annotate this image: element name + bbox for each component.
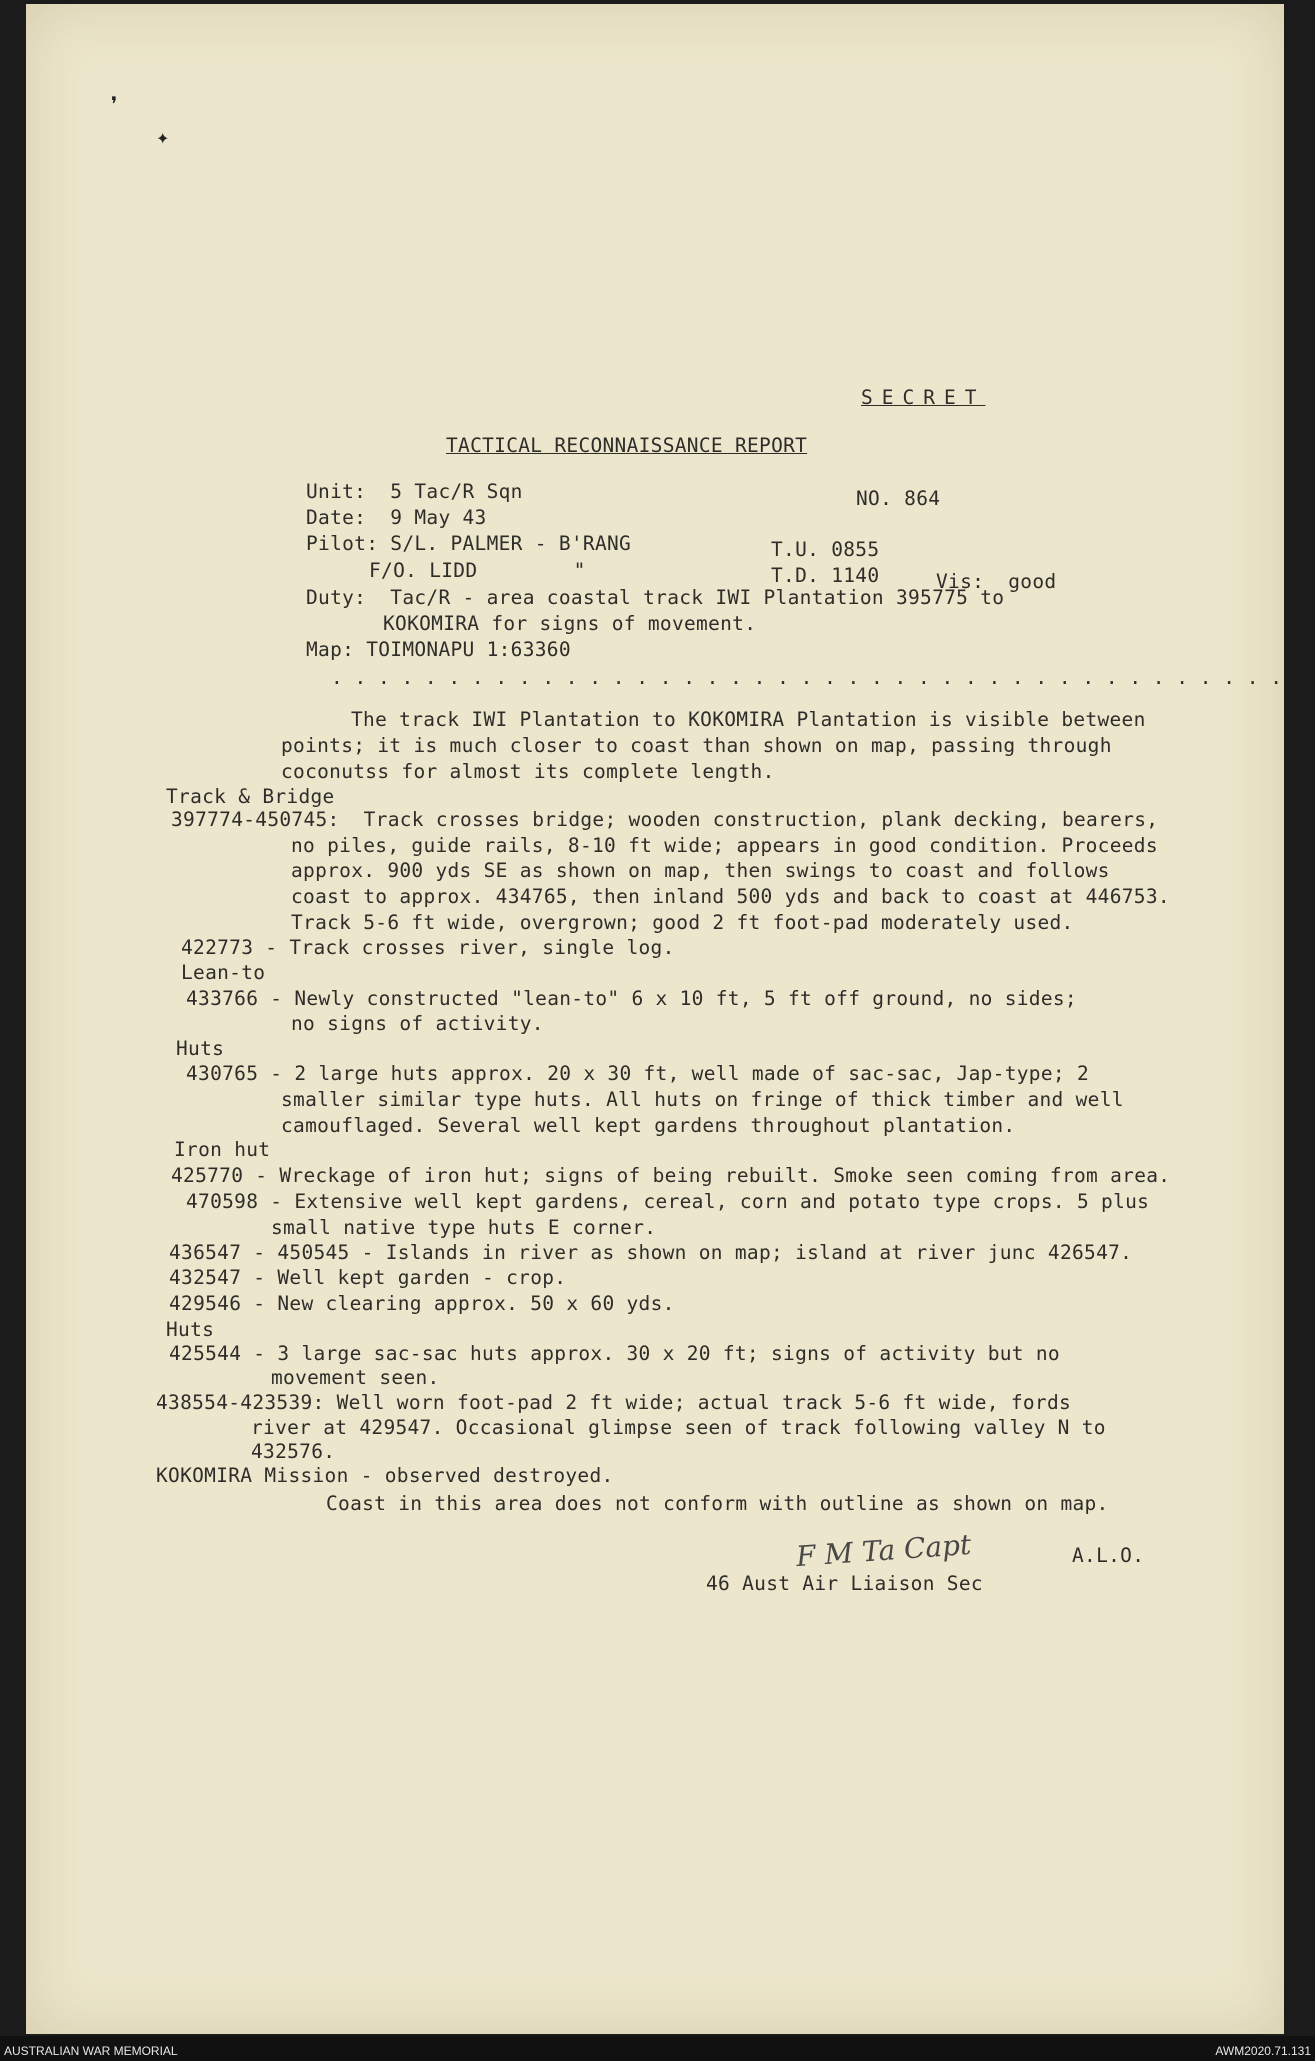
duty-line-1: Duty: Tac/R - area coastal track IWI Plantation 395775 to	[306, 586, 1005, 609]
body-line: camouflaged. Several well kept gardens throughout plantation.	[281, 1114, 1016, 1137]
second-pilot-field: F/O. LIDD "	[369, 559, 586, 582]
archive-footer	[0, 2036, 1315, 2061]
body-line: 436547 - 450545 - Islands in river as shown on map; island at river junc 426547.	[169, 1241, 1133, 1264]
body-line: 433766 - Newly constructed "lean-to" 6 x 10 ft, 5 ft off ground, no sides;	[186, 987, 1077, 1010]
section-heading: Huts	[166, 1318, 215, 1341]
body-line: Track 5-6 ft wide, overgrown; good 2 ft foot-pad moderately used.	[291, 911, 1074, 934]
map-field: Map: TOIMONAPU 1:63360	[306, 638, 571, 661]
body-line: 438554-423539: Well worn foot-pad 2 ft wide; actual track 5-6 ft wide, fords	[156, 1391, 1072, 1414]
footer-reference: AWM2020.71.131	[1215, 2044, 1311, 2058]
body-line: coast to approx. 434765, then inland 500 yds and back to coast at 446753.	[291, 885, 1170, 908]
dotted-divider: . . . . . . . . . . . . . . . . . . . . . . . . . . . . . . . . . . . . . . . . .	[331, 666, 1282, 689]
touch-down-time: T.D. 1140	[771, 564, 880, 587]
section-heading: Lean-to	[181, 961, 266, 984]
body-line: 430765 - 2 large huts approx. 20 x 30 ft, well made of sac-sac, Jap-type; 2	[186, 1062, 1089, 1085]
body-line: points; it is much closer to coast than shown on map, passing through	[281, 734, 1112, 757]
body-line: 432576.	[251, 1440, 336, 1463]
visibility-field: Vis: good	[936, 570, 1057, 593]
report-title: TACTICAL RECONNAISSANCE REPORT	[446, 434, 808, 457]
body-line: smaller similar type huts. All huts on fringe of thick timber and well	[281, 1088, 1124, 1111]
signature: F M Ta Capt	[795, 1527, 973, 1574]
body-line: The track IWI Plantation to KOKOMIRA Plantation is visible between	[351, 708, 1146, 731]
body-line: Coast in this area does not conform with outline as shown on map.	[326, 1492, 1109, 1515]
section-heading: Huts	[176, 1037, 225, 1060]
section-heading: Track & Bridge	[166, 785, 335, 808]
body-line: 425544 - 3 large sac-sac huts approx. 30 x 20 ft; signs of activity but no	[169, 1342, 1060, 1365]
take-off-time: T.U. 0855	[771, 538, 880, 561]
body-line: 422773 - Track crosses river, single log.	[181, 936, 675, 959]
duty-line-2: KOKOMIRA for signs of movement.	[383, 612, 757, 635]
date-field: Date: 9 May 43	[306, 506, 487, 529]
body-line: no signs of activity.	[291, 1012, 544, 1035]
pilot-field: Pilot: S/L. PALMER - B'RANG	[306, 532, 632, 555]
footer-source: AUSTRALIAN WAR MEMORIAL	[4, 2044, 178, 2058]
body-line: approx. 900 yds SE as shown on map, then swings to coast and follows	[291, 859, 1110, 882]
body-line: 425770 - Wreckage of iron hut; signs of being rebuilt. Smoke seen coming from area.	[171, 1164, 1171, 1187]
body-line: 397774-450745: Track crosses bridge; wooden construction, plank decking, bearers,	[171, 808, 1159, 831]
body-line: 432547 - Well kept garden - crop.	[169, 1266, 567, 1289]
signature-title: A.L.O.	[1072, 1544, 1145, 1567]
body-line: river at 429547. Occasional glimpse seen of track following valley N to	[251, 1416, 1106, 1439]
body-line: no piles, guide rails, 8-10 ft wide; appears in good condition. Proceeds	[291, 834, 1158, 857]
unit-field: Unit: 5 Tac/R Sqn	[306, 480, 523, 503]
document-page	[26, 4, 1284, 2034]
signature-unit: 46 Aust Air Liaison Sec	[706, 1572, 983, 1595]
body-line: coconutss for almost its complete length.	[281, 760, 775, 783]
body-line: 429546 - New clearing approx. 50 x 60 yds.	[169, 1292, 675, 1315]
classification-label: SECRET	[861, 386, 986, 409]
ink-mark: ✦	[156, 129, 170, 148]
body-line: movement seen.	[271, 1366, 440, 1389]
section-heading: Iron hut	[174, 1138, 271, 1161]
body-line: 470598 - Extensive well kept gardens, cereal, corn and potato type crops. 5 plus	[186, 1190, 1150, 1213]
report-number: NO. 864	[856, 487, 941, 510]
body-line: small native type huts E corner.	[271, 1216, 657, 1239]
ink-mark: ❜	[111, 92, 118, 116]
body-line: KOKOMIRA Mission - observed destroyed.	[156, 1464, 614, 1487]
